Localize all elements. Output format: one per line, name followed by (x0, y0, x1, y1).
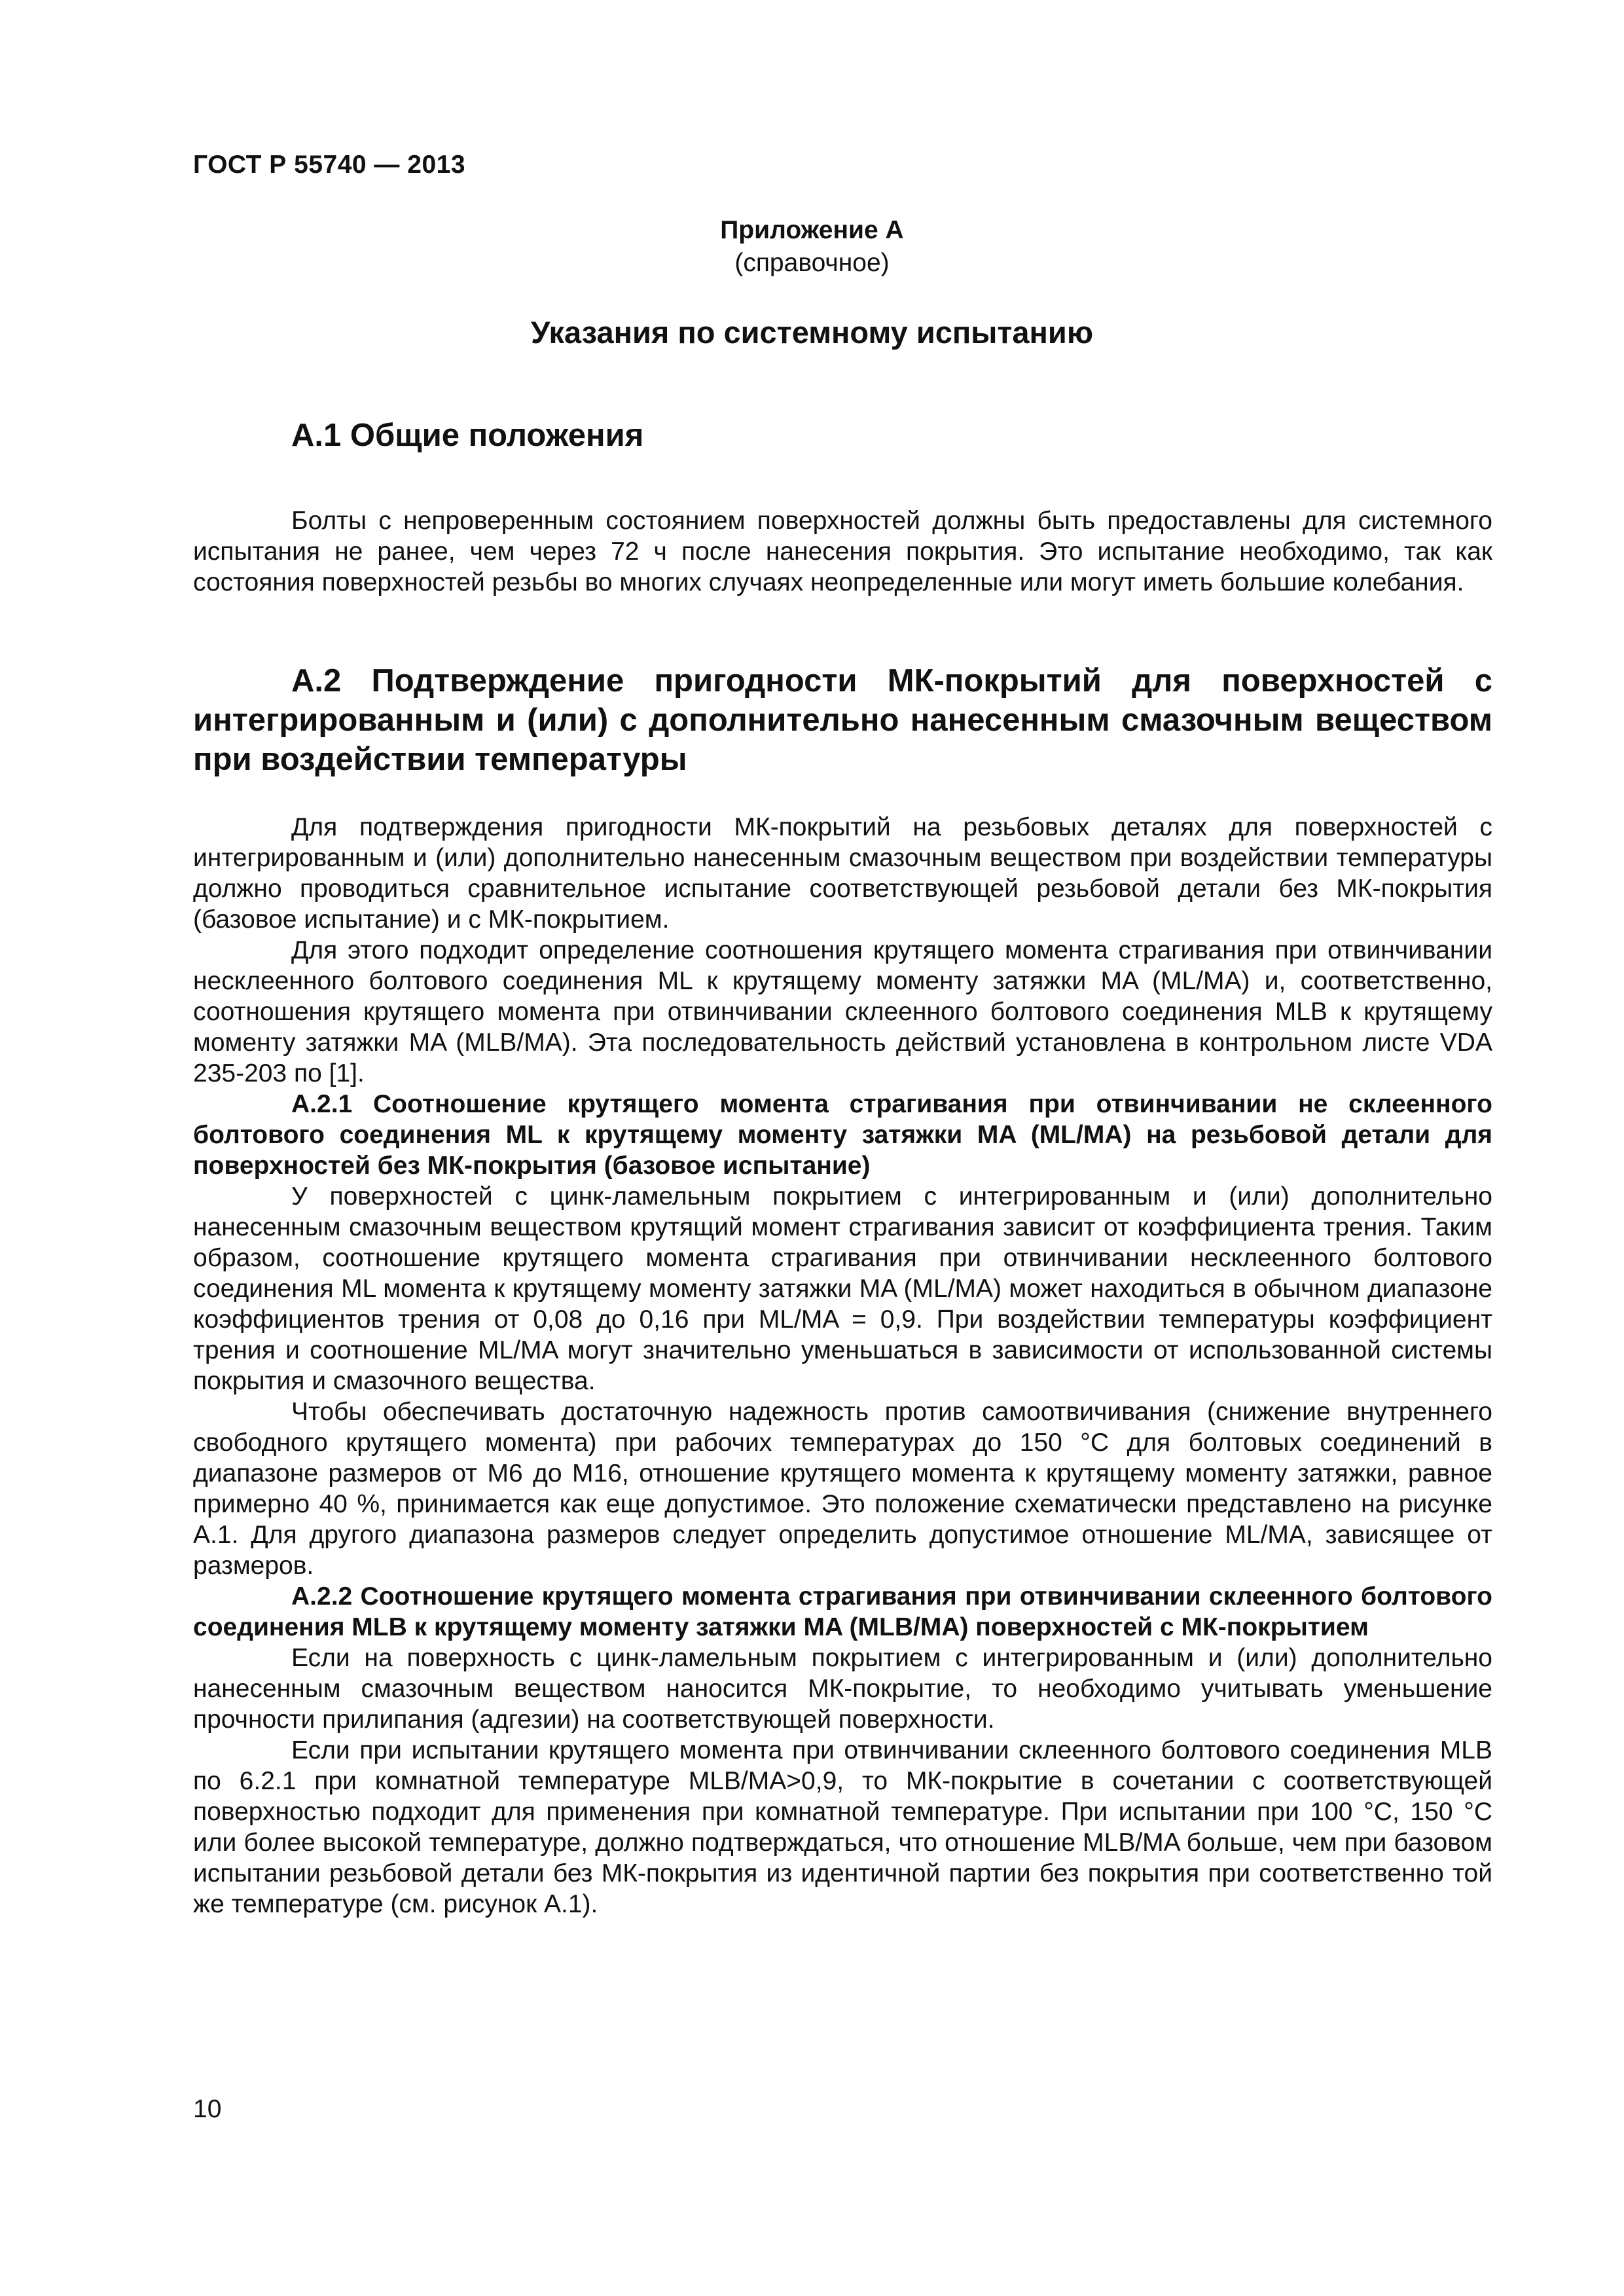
paragraph-a2-2: Для этого подходит определение соотношения крутящего момента страгивания при отвинчивании несклеенного болтового соединения ML к крутящему моменту затяжки MA (ML/MA) и, соответственно, соотношения крутящего момента при отвинчивании склеенного болтового соединения MLB к крутящему моменту затяжки MA (MLB/MA). Эта последовательность действий установлена в контрольном листе VDA 235-203 по [1]. (193, 936, 1492, 1087)
section-title: Указания по системному испытанию (531, 315, 1093, 350)
paragraph-a1-1: Болты с непроверенным состоянием поверхностей должны быть предоставлены для системного испытания не ранее, чем через 72 ч после нанесения покрытия. Это испытание необходимо, так как состояния поверхностей резьбы во многих случаях неопределенные или могут иметь большие колебания. (193, 507, 1492, 596)
annex-title: Приложение А (720, 216, 904, 244)
paragraph-a2-1: Для подтверждения пригодности МК-покрытий на резьбовых деталях для поверхностей с интегрированным и (или) дополнительно нанесенным смазочным веществом при воздействии температуры должно проводиться сравнительное испытание соответствующей резьбовой детали без МК-покрытия (базовое испытание) и с МК-покрытием. (193, 813, 1492, 934)
heading-a1 (193, 416, 1492, 455)
heading-a1-text: А.1 Общие положения (291, 418, 644, 453)
heading-a2 (193, 661, 1492, 779)
paragraph-a1 (193, 505, 1492, 598)
heading-a2-text: А.2 Подтверждение пригодности МК-покрытий для поверхностей с интегрированным и (или) с дополнительно нанесенным смазочным веществом при воздействии температуры (193, 663, 1492, 777)
page-number: 10 (193, 2095, 222, 2123)
document-code: ГОСТ Р 55740 — 2013 (193, 151, 466, 179)
heading-a22: А.2.2 Соотношение крутящего момента страгивания при отвинчивании склеенного болтового соединения MLB к крутящему моменту затяжки MA (MLB/MA) поверхностей с МК-покрытием (193, 1582, 1492, 1641)
annex-type: (справочное) (734, 249, 890, 277)
paragraph-a21-2: Чтобы обеспечивать достаточную надежность против самоотвичивания (снижение внутреннего свободного крутящего момента) при рабочих температурах до 150 °С для болтовых соединений в диапазоне размеров от М6 до М16, отношение крутящего момента к крутящему моменту затяжки, равное примерно 40 %, принимается как еще допустимое. Это положение схематически представлено на рисунке А.1. Для другого диапазона размеров следует определить допустимое отношение ML/MA, зависящее от размеров. (193, 1398, 1492, 1580)
section-a2-body (193, 812, 1492, 1920)
paragraph-a21-1: У поверхностей с цинк-ламельным покрытием с интегрированным и (или) дополнительно нанесенным смазочным веществом крутящий момент страгивания зависит от коэффициента трения. Таким образом, соотношение крутящего момента страгивания при отвинчивании несклеенного болтового соединения ML момента к крутящему моменту затяжки MA (ML/MA) может находиться в обычном диапазоне коэффициентов трения от 0,08 до 0,16 при ML/MA = 0,9. При воздействии температуры коэффициент трения и соотношение ML/MA могут значительно уменьшаться в зависимости от использованной системы покрытия и смазочного вещества. (193, 1182, 1492, 1395)
heading-a21: А.2.1 Соотношение крутящего момента страгивания при отвинчивании не склеенного болтового соединения ML к крутящему моменту затяжки MA (ML/MA) на резьбовой детали для поверхностей без МК-покрытия (базовое испытание) (193, 1090, 1492, 1180)
paragraph-a22-2: Если при испытании крутящего момента при отвинчивании склеенного болтового соединения MLB по 6.2.1 при комнатной температуре MLB/MA>0,9, то МК-покрытие в сочетании с соответствующей поверхностью подходит для применения при комнатной температуре. При испытании при 100 °С, 150 °С или более высокой температуре, должно подтверждаться, что отношение MLB/MA больше, чем при базовом испытании резьбовой детали без МК-покрытия из идентичной партии без покрытия при соответственно той же температуре (см. рисунок А.1). (193, 1736, 1492, 1918)
paragraph-a22-1: Если на поверхность с цинк-ламельным покрытием с интегрированным и (или) дополнительно нанесенным смазочным веществом наносится МК-покрытие, то необходимо учитывать уменьшение прочности прилипания (адгезии) на соответствующей поверхности. (193, 1644, 1492, 1734)
